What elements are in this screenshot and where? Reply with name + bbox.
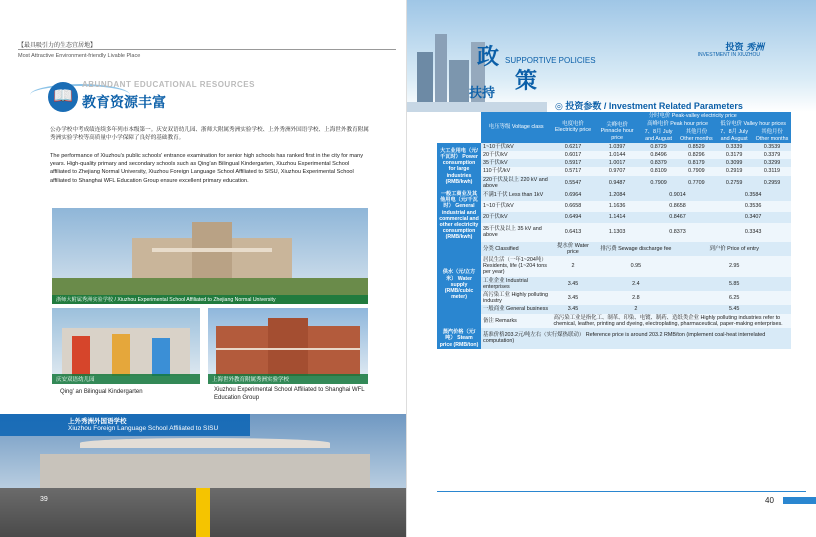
table-cell: 0.8109 xyxy=(640,167,678,175)
water-col-class: 分类 Classified xyxy=(481,242,551,256)
table-cell: 0.3339 xyxy=(715,143,753,151)
table-cell: 0.9707 xyxy=(594,167,639,175)
col-valley-om: 其他月份 Other months xyxy=(753,128,791,142)
water-col-price: 提水价 Water price xyxy=(551,242,594,256)
table-row xyxy=(437,167,791,175)
table-row xyxy=(437,223,791,242)
table-cell: 3.45 xyxy=(551,277,594,291)
table-cell: 0.2759 xyxy=(715,176,753,190)
table-row xyxy=(437,305,791,313)
school-photo-3 xyxy=(208,308,368,384)
table-cell: 0.3584 xyxy=(715,190,791,201)
table-row xyxy=(437,242,791,256)
policy-char-2: 策 xyxy=(515,68,538,94)
table-cell: 0.8496 xyxy=(640,151,678,159)
table-cell: 20千伏/kV xyxy=(481,151,551,159)
parameters-table xyxy=(437,112,791,349)
section-title-zh: 教育资源丰富 xyxy=(82,94,166,110)
table-cell: 0.8179 xyxy=(677,159,715,167)
policy-char-1: 政 xyxy=(477,44,500,70)
table-cell: 2.8 xyxy=(594,291,677,305)
table-cell: 1.1303 xyxy=(594,223,639,242)
table-cell: 0.8379 xyxy=(640,159,678,167)
col-voltage: 电压等级 Voltage class xyxy=(481,112,551,143)
params-title: ◎ 投资参数 / Investment Related Parameters xyxy=(555,101,743,111)
page-number-right: 40 xyxy=(765,496,774,505)
table-cell: 0.6494 xyxy=(551,212,594,223)
school-photo-2 xyxy=(52,308,200,384)
book-icon: 📖 xyxy=(48,82,78,112)
table-cell: 1.0017 xyxy=(594,159,639,167)
col-peak: 高峰电价 Peak hour price xyxy=(640,120,716,128)
header-en: Most Attractive Environment-friendly Livable Place xyxy=(18,53,141,59)
table-cell: 1.1414 xyxy=(594,212,639,223)
water-col-sewage: 排污费 Sewage discharge fee xyxy=(594,242,677,256)
category-general: 一般工商业及其他用电（元/千瓦时） General industrial and commercial and other electricity consumption (RMB/kwh) xyxy=(437,190,481,242)
remarks-label: 备注 Remarks xyxy=(481,314,551,328)
photo1-caption: 浙师大附属秀洲实验学校 / Xiuzhou Experimental School Affiliated to Zhejiang Normal University xyxy=(52,295,368,304)
col-valley-ja: 7、8月 July and August xyxy=(715,128,753,142)
remarks-text: 高污染工业是指化工、制革、印染、电镀、制药、造纸类企业 Highly polluting industries refer to chemical, leather, printing and dyeing, electroplating, pharmaceutical, paper-making enterprises. xyxy=(551,314,791,328)
col-pinnacle: 尖峰电价 Pinnacle hour price xyxy=(594,120,639,143)
table-cell: 0.3299 xyxy=(753,159,791,167)
table-cell: 1.1636 xyxy=(594,201,639,212)
table-cell: 高污染工业 Highly polluting industry xyxy=(481,291,551,305)
category-steam: 蒸汽价格（元/吨） Steam price (RMB/ton) xyxy=(437,328,481,349)
policies-zh: 扶持 xyxy=(469,85,496,100)
table-row xyxy=(437,176,791,190)
table-cell: 35千伏/kV xyxy=(481,159,551,167)
table-row xyxy=(437,277,791,291)
footer-rule xyxy=(437,491,806,492)
table-cell: 0.5917 xyxy=(551,159,594,167)
page-number-left: 39 xyxy=(40,496,48,503)
section-title-en: ABUNDANT EDUCATIONAL RESOURCES xyxy=(82,80,255,89)
photo3-caption-en: Xiuzhou Experimental School Affiliated to Shanghai WFL Education Group xyxy=(214,387,365,401)
table-cell: 0.2919 xyxy=(715,167,753,175)
table-cell: 0.8729 xyxy=(640,143,678,151)
table-row xyxy=(437,143,791,151)
table-row xyxy=(437,151,791,159)
steam-text: 基准价格203.2元/吨左右（实行煤热联动） Reference price is around 203.2 RMB/ton (implement coal-heat interrelated computation) xyxy=(481,328,791,349)
right-page xyxy=(406,0,816,537)
invest-logo-script: 秀洲 xyxy=(745,43,764,53)
photo3-caption: 上海世外教育附属秀洲实验学校 xyxy=(208,374,368,384)
table-cell: 0.6217 xyxy=(551,143,594,151)
col-price: 电度电价 Electricity price xyxy=(551,112,594,143)
table-cell: 110千伏/kV xyxy=(481,167,551,175)
school-photo-1 xyxy=(52,208,368,304)
table-cell: 0.6964 xyxy=(551,190,594,201)
table-cell: 0.6017 xyxy=(551,151,594,159)
intro-paragraph-en: The performance of Xiuzhou's public schools' entrance examination for senior high schools has ranked first in the city for many years. High-quality primary and secondary schools such as Qing'an Bilingual Kindergarten, Xiuzhou Experimental School affiliated to Zhejiang Normal University, Xiuzhou Foreign Language School Affiliated to SISU, Xiuzhou Experimental School affiliated to Shanghai WFL Education Group ensure excellent primary education. xyxy=(50,153,364,184)
table-cell: 2 xyxy=(551,256,594,277)
table-cell: 0.3119 xyxy=(753,167,791,175)
table-cell: 0.5717 xyxy=(551,167,594,175)
table-cell: 1.0397 xyxy=(594,143,639,151)
table-cell: 0.3099 xyxy=(715,159,753,167)
table-cell: 0.8296 xyxy=(677,151,715,159)
col-valley: 低谷电价 Valley hour prices xyxy=(715,120,791,128)
table-cell: 工业企业 Industrial enterprises xyxy=(481,277,551,291)
left-page xyxy=(0,0,406,537)
table-cell: 0.95 xyxy=(594,256,677,277)
table-cell: 0.7709 xyxy=(677,176,715,190)
table-cell: 0.7909 xyxy=(677,167,715,175)
table-cell: 5.45 xyxy=(677,305,791,313)
table-cell: 0.3343 xyxy=(715,223,791,242)
table-cell: 0.5547 xyxy=(551,176,594,190)
table-cell: 不满1千伏 Less than 1kV xyxy=(481,190,551,201)
table-row xyxy=(437,291,791,305)
table-cell: 0.3379 xyxy=(753,151,791,159)
table-row xyxy=(437,201,791,212)
table-row xyxy=(437,190,791,201)
table-cell: 0.7909 xyxy=(640,176,678,190)
table-row xyxy=(437,256,791,277)
col-peak-om: 其他月份 Other months xyxy=(677,128,715,142)
invest-logo-en: INVESTMENT IN XIUZHOU xyxy=(697,52,760,58)
table-cell: 0.8467 xyxy=(640,212,716,223)
photo4-caption-en: Xiuzhou Foreign Language School Affiliated to SISU xyxy=(68,425,219,432)
table-cell: 0.6413 xyxy=(551,223,594,242)
table-cell: 0.6658 xyxy=(551,201,594,212)
header-zh: 【最具吸引力的生态宜居地】 xyxy=(18,43,97,49)
table-cell: 1.0144 xyxy=(594,151,639,159)
table-cell: 0.3407 xyxy=(715,212,791,223)
table-cell: 3.45 xyxy=(551,305,594,313)
policies-en: SUPPORTIVE POLICIES xyxy=(505,56,596,65)
table-cell: 35千伏及以上 35 kV and above xyxy=(481,223,551,242)
page-tab xyxy=(783,497,816,504)
table-cell: 0.8373 xyxy=(640,223,716,242)
invest-logo-zh: 投资 xyxy=(725,42,744,52)
table-cell: 0.3179 xyxy=(715,151,753,159)
table-cell: 1~10千伏/kV xyxy=(481,201,551,212)
table-cell: 0.3536 xyxy=(715,201,791,212)
table-cell: 一般商业 General business xyxy=(481,305,551,313)
school-photo-4 xyxy=(0,414,406,537)
table-cell: 6.25 xyxy=(677,291,791,305)
col-peak-valley: 分时电价 Peak-valley electricity price xyxy=(594,112,791,120)
table-row xyxy=(437,314,791,328)
table-cell: 20千伏/kV xyxy=(481,212,551,223)
photo2-caption: 庆安双语幼儿园 xyxy=(52,374,200,384)
photo2-caption-en: Qing' an Bilingual Kindergarten xyxy=(60,389,143,395)
table-cell: 1.2084 xyxy=(594,190,639,201)
table-row xyxy=(437,159,791,167)
table-cell: 0.9014 xyxy=(640,190,716,201)
category-water: 供水（元/立方米） Water supply (RMB/cubic meter) xyxy=(437,242,481,328)
table-cell: 1~10千伏/kV xyxy=(481,143,551,151)
table-row xyxy=(437,328,791,349)
table-cell: 5.85 xyxy=(677,277,791,291)
table-cell: 0.8529 xyxy=(677,143,715,151)
intro-paragraph-zh: 公办学校中考成绩连续多年列市本级第一。庆安双语幼儿园、浙师大附属秀洲实验学校、上外秀洲外国语学校、上海世外教育附属秀洲实验学校等高质量中小学保障了良好的基础教育。 xyxy=(50,127,369,142)
header-rule xyxy=(18,49,396,50)
table-cell: 2.95 xyxy=(677,256,791,277)
table-cell: 3.45 xyxy=(551,291,594,305)
table-cell: 0.3539 xyxy=(753,143,791,151)
table-cell: 220千伏及以上 220 kV and above xyxy=(481,176,551,190)
table-cell: 0.2959 xyxy=(753,176,791,190)
table-cell: 2 xyxy=(594,305,677,313)
table-cell: 居民生活（一年1~204吨） Residents, life (1~204 tons per year) xyxy=(481,256,551,277)
category-large-industry: 大工业用电（元/千瓦时） Power consumption for large industries (RMB/kwh) xyxy=(437,143,481,190)
table-cell: 0.8658 xyxy=(640,201,716,212)
col-peak-ja: 7、8月 July and August xyxy=(640,128,678,142)
table-cell: 0.9487 xyxy=(594,176,639,190)
table-row xyxy=(437,212,791,223)
water-col-entry: 到户价 Price of entry xyxy=(677,242,791,256)
table-cell: 2.4 xyxy=(594,277,677,291)
photo4-caption-zh: 上外秀洲外国语学校 xyxy=(68,418,127,425)
